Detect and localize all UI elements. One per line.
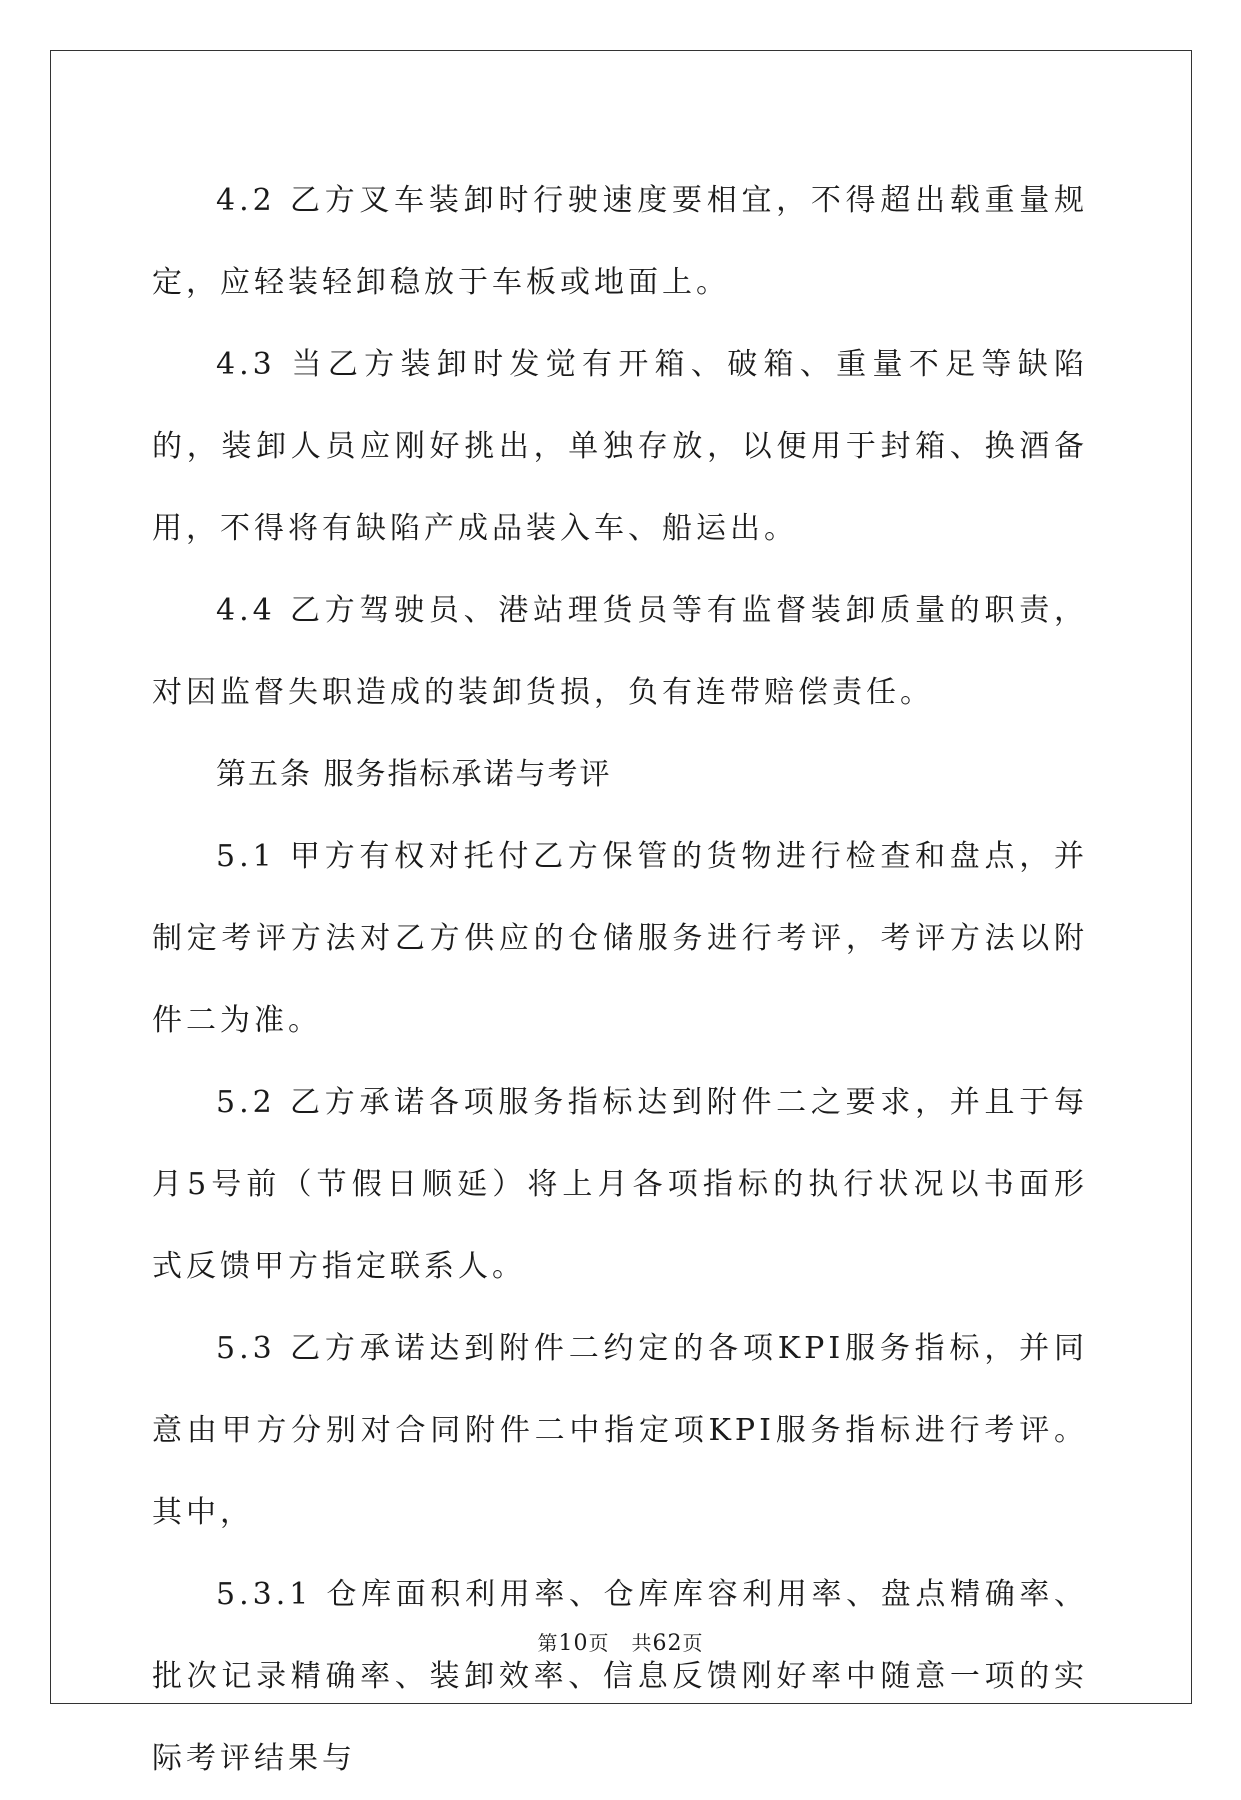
footer-total-unit: 页 xyxy=(682,1631,704,1655)
paragraph-4-2: 4.2 乙方叉车装卸时行驶速度要相宜，不得超出载重量规定，应轻装轻卸稳放于车板或地面上。 xyxy=(152,183,1088,300)
document-body xyxy=(152,160,1088,1800)
paragraph-5-2: 5.2 乙方承诺各项服务指标达到附件二之要求，并且于每月5号前（节假日顺延）将上月各项指标的执行状况以书面形式反馈甲方指定联系人。 xyxy=(152,1085,1088,1284)
paragraph-5-3: 5.3 乙方承诺达到附件二约定的各项KPI服务指标，并同意由甲方分别对合同附件二中指定项KPI服务指标进行考评。其中， xyxy=(152,1331,1088,1530)
paragraph-4-3: 4.3 当乙方装卸时发觉有开箱、破箱、重量不足等缺陷的，装卸人员应刚好挑出，单独存放，以便用于封箱、换酒备用，不得将有缺陷产成品装入车、船运出。 xyxy=(152,347,1088,546)
footer-prefix: 第 xyxy=(537,1631,559,1655)
paragraph-5-1: 5.1 甲方有权对托付乙方保管的货物进行检查和盘点，并制定考评方法对乙方供应的仓储服务进行考评，考评方法以附件二为准。 xyxy=(152,839,1088,1038)
section-heading-article-5: 第五条 服务指标承诺与考评 xyxy=(216,757,612,792)
footer-total-prefix: 共 xyxy=(631,1631,653,1655)
footer-total-pages: 62 xyxy=(652,1631,683,1656)
paragraph-4-4: 4.4 乙方驾驶员、港站理货员等有监督装卸质量的职责，对因监督失职造成的装卸货损，负有连带赔偿责任。 xyxy=(152,593,1088,710)
paragraph-5-3-1: 5.3.1 仓库面积利用率、仓库库容利用率、盘点精确率、批次记录精确率、装卸效率、信息反馈刚好率中随意一项的实际考评结果与 xyxy=(152,1577,1088,1776)
footer-current-page: 10 xyxy=(558,1631,589,1656)
footer-page-unit: 页 xyxy=(588,1631,610,1655)
page-footer xyxy=(0,1627,1241,1656)
